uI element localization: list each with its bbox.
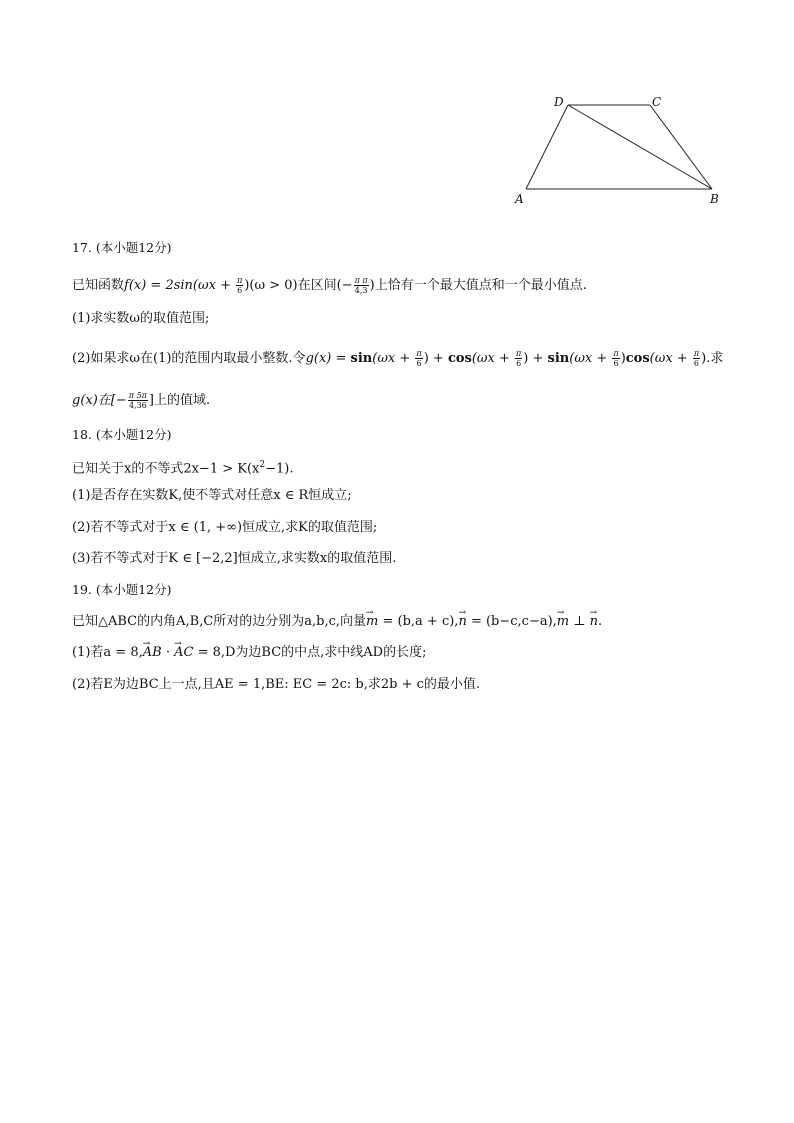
trapezoid-figure: [500, 88, 740, 213]
q19-header: 19. (本小题12分): [72, 582, 172, 597]
edge-ad: [526, 105, 568, 189]
q18-stem: 已知关于x的不等式$2x-1 > K(x^2-1)$.: [72, 460, 294, 477]
frac-range: $\frac{\pi 5\pi}{4,36}$: [128, 391, 147, 410]
frac-pi-6: $\frac{\pi}{6}$: [237, 276, 243, 295]
edge-cb: [650, 105, 712, 189]
q19-part1: (1)若a = 8,→ AB · → AC = 8,D为边BC的中点,求中线AD的长度;: [72, 645, 427, 661]
q18-part3: (3)若不等式对于K ∈ [−2,2]恒成立,求实数x的取值范围.: [72, 551, 397, 566]
q17-stem: 已知函数f(x) = 2sin(ωx + $\frac{\pi}{6}$ )(ω > 0)在区间(− $\frac{\text{π π}}{4,3}$ )上恰有一个最大值点和一个最小值点.: [72, 276, 587, 295]
q19-part2: (2)若E为边BC上一点,且AE = 1,BE: EC = 2c: b,求2b + c的最小值.: [72, 677, 481, 692]
q17-part2: (2)如果求ω在(1)的范围内取最小整数.令g(x) = sin(ωx + $\frac{\pi}{6}$ ) + cos(ωx + $\frac{\pi}{6}$ ) + sin(ωx + $\frac{\pi}{6}$ )cos(ωx + $\frac{\pi}{6}$ ).求: [72, 349, 724, 368]
q17-part1: (1)求实数ω的取值范围;: [72, 311, 210, 326]
label-c: C: [652, 95, 662, 109]
q18-part1: (1)是否存在实数K,使不等式对任意x ∈ R恒成立;: [72, 488, 352, 503]
q18-part2: (2)若不等式对于x ∈ (1, +∞)恒成立,求K的取值范围;: [72, 520, 378, 535]
label-d: D: [554, 95, 564, 109]
q17-header: 17. (本小题12分): [72, 240, 172, 255]
diagonal-db: [568, 105, 712, 189]
q18-header: 18. (本小题12分): [72, 427, 172, 442]
q19-stem: 已知△ABC的内角A,B,C所对的边分别为a,b,c,向量→ m = (b,a + c),→ n = (b−c,c−a),→ m ⊥ → n.: [72, 614, 602, 630]
frac-interval: $\frac{\text{π π}}{4,3}$: [354, 276, 368, 295]
label-a: A: [515, 192, 524, 206]
q17-part2-line2: g(x)在[− $\frac{\pi 5\pi}{4,36}$ ]上的值域.: [72, 391, 211, 410]
label-b: B: [710, 192, 719, 206]
